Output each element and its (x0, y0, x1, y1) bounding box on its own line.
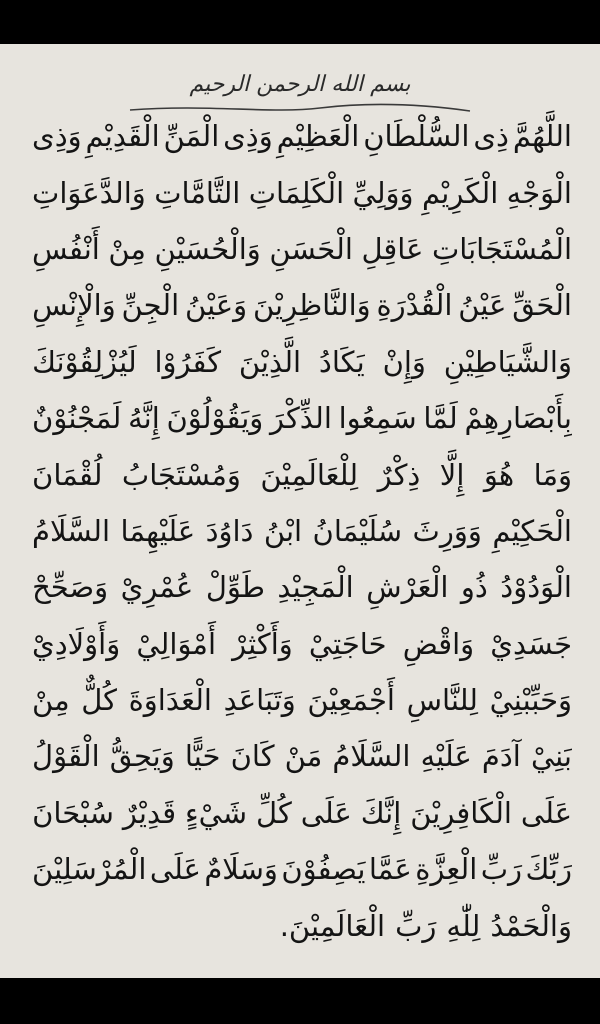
text-word: الْكَافِرِيْنَ (410, 795, 512, 830)
text-word: يَكَادُ (318, 344, 365, 379)
text-word: عُمْرِيْ (120, 570, 194, 605)
text-word: الْوَجْهِ (506, 175, 572, 210)
text-word: لِلنَّاسِ (406, 683, 479, 718)
text-word: الْعَالَمِيْنَ. (279, 908, 386, 943)
text-word: ابْنُ (263, 513, 303, 548)
text-word: عَيْنُ (458, 288, 507, 323)
text-word: وَذِى (223, 119, 273, 154)
text-word: عَمَّا (368, 852, 412, 887)
text-word: ذُو (460, 570, 488, 605)
text-line (32, 108, 572, 164)
text-word: الْكَرِيْمِ (421, 175, 499, 210)
text-word: وَحَبِّبْنِيْ (489, 683, 572, 718)
text-word: وَالْإِنْسِ (32, 288, 116, 323)
text-word: رَبِّ (395, 908, 437, 943)
text-word: لِلّٰهِ (446, 908, 481, 943)
text-word: أَنْفُسِ (32, 231, 100, 266)
text-word: لَيُزْلِقُوْنَكَ (32, 344, 137, 379)
text-line (32, 446, 572, 502)
text-word: أَجْمَعِيْنَ (307, 683, 395, 718)
text-line (32, 728, 572, 784)
scanned-page (0, 44, 600, 978)
text-word: كُلِّ (256, 795, 292, 830)
text-word: وَتَبَاعَدِ (223, 683, 296, 718)
text-word: أَمْوَالِيْ (136, 626, 217, 661)
text-word: وَصَحِّحْ (32, 570, 109, 605)
text-word: الْجِنِّ (121, 288, 180, 323)
text-word: وَالْحَمْدُ (490, 908, 572, 943)
text-word: الْحَقِّ (512, 288, 572, 323)
text-word: وَأَكْثِرْ (232, 626, 293, 661)
text-word: وَيَقُوْلُوْنَ (166, 401, 264, 436)
text-word: الْقَدِيْمِ (85, 119, 160, 154)
text-word: رَبِّكَ (525, 852, 572, 887)
text-line (32, 503, 572, 559)
text-word: يَصِفُوْنَ (281, 852, 366, 887)
text-line (32, 559, 572, 615)
text-word: وَالْحُسَيْنِ (154, 231, 261, 266)
text-word: دَاوُدَ (205, 513, 254, 548)
text-word: مِنْ (32, 683, 70, 718)
text-word: بِأَبْصَارِهِمْ (464, 401, 572, 436)
text-word: طَوِّلْ (205, 570, 265, 605)
text-word: الْمَنِّ (163, 119, 220, 154)
text-word: إِنَّكَ (360, 795, 402, 830)
text-word: لَمَّا (423, 401, 458, 436)
text-word: الَّذِيْنَ (238, 344, 302, 379)
text-word: عَلَيْهِ (420, 739, 472, 774)
text-line (32, 221, 572, 277)
text-word: إِلَّا (439, 457, 465, 492)
text-word: الْحَسَنِ (269, 231, 353, 266)
text-line (32, 785, 572, 841)
text-word: هُوَ (483, 457, 515, 492)
text-word: اللَّهُمَّ (512, 119, 572, 154)
text-word: وَذِى (32, 119, 82, 154)
text-word: الْعِزَّةِ (415, 852, 478, 887)
text-word: آدَمَ (481, 739, 521, 774)
text-word: الْحَكِيْمِ (492, 513, 572, 548)
text-word: حَاجَتِيْ (308, 626, 387, 661)
text-word: وَوَلِيِّ (352, 175, 414, 210)
text-word: رَبِّ (480, 852, 523, 887)
text-word: سُلَيْمَانُ (312, 513, 403, 548)
text-word: بَنِيْ (531, 739, 572, 774)
text-word: السُّلْطَانِ (363, 119, 470, 154)
text-word: سَمِعُوا (338, 401, 417, 436)
text-word: ذِى (473, 119, 509, 154)
text-word: وَالنَّاظِرِيْنَ (252, 288, 371, 323)
text-word: وَالدَّعَوَاتِ (32, 175, 146, 210)
text-word: الْقُدْرَةِ (376, 288, 453, 323)
text-word: وَالشَّيَاطِيْنِ (443, 344, 572, 379)
text-word: الْوَدُوْدُ (500, 570, 572, 605)
text-word: وَيَحِقُّ (109, 739, 175, 774)
text-word: سُبْحَانَ (32, 795, 114, 830)
text-word: عَلَى (149, 852, 201, 887)
text-word: إِنَّهُ (128, 401, 160, 436)
text-word: وَعَيْنُ (185, 288, 248, 323)
text-word: كُلٌّ (81, 683, 117, 718)
text-word: كَفَرُوْا (154, 344, 222, 379)
text-word: وَوَرِثَ (412, 513, 482, 548)
text-word: وَمَا (533, 457, 572, 492)
supplication-text (32, 108, 572, 954)
text-line (32, 672, 572, 728)
text-word: الْمَجِيْدِ (277, 570, 354, 605)
text-word: عَلَيْهِمَا (120, 513, 196, 548)
text-word: الْعَظِيْمِ (276, 119, 360, 154)
text-word: قَدِيْرٌ (122, 795, 177, 830)
text-word: الْعَرْشِ (366, 570, 449, 605)
text-line (32, 334, 572, 390)
text-word: السَّلَامُ (332, 739, 411, 774)
text-line (32, 616, 572, 672)
text-word: وَأَوْلَادِيْ (32, 626, 121, 661)
text-word: مِنْ (108, 231, 146, 266)
text-word: وَسَلَامٌ (204, 852, 278, 887)
text-word: الْعَدَاوَةَ (128, 683, 212, 718)
text-word: لَمَجْنُوْنٌ (32, 401, 122, 436)
text-word: الْكَلِمَاتِ (248, 175, 345, 210)
text-line (32, 841, 572, 897)
text-word: وَإِنْ (382, 344, 426, 379)
basmala-heading: بسم الله الرحمن الرحيم (189, 72, 411, 97)
text-line (32, 164, 572, 220)
text-word: كَانَ (230, 739, 275, 774)
text-word: عَلَى (520, 795, 572, 830)
text-line (32, 897, 572, 953)
text-word: مَنْ (284, 739, 323, 774)
text-word: شَيْءٍ (185, 795, 248, 830)
text-word: حَيًّا (184, 739, 221, 774)
text-word: وَاقْضِ (402, 626, 475, 661)
text-word: الْقَوْلُ (32, 739, 100, 774)
text-word: السَّلَامُ (32, 513, 111, 548)
text-word: جَسَدِيْ (490, 626, 572, 661)
text-word: لُقْمَانَ (32, 457, 103, 492)
text-word: الْمُسْتَجَابَاتِ (431, 231, 572, 266)
text-word: وَمُسْتَجَابُ (121, 457, 241, 492)
text-word: الْمُرْسَلِيْنَ (32, 852, 147, 887)
text-word: الذِّكْرَ (269, 401, 332, 436)
text-line (32, 277, 572, 333)
text-word: عَلَى (300, 795, 352, 830)
text-word: التَّامَّاتِ (154, 175, 241, 210)
text-line (32, 390, 572, 446)
text-word: ذِكْرٌ (377, 457, 421, 492)
text-word: عَاقِلِ (361, 231, 424, 266)
text-word: لِلْعَالَمِيْنَ (260, 457, 359, 492)
